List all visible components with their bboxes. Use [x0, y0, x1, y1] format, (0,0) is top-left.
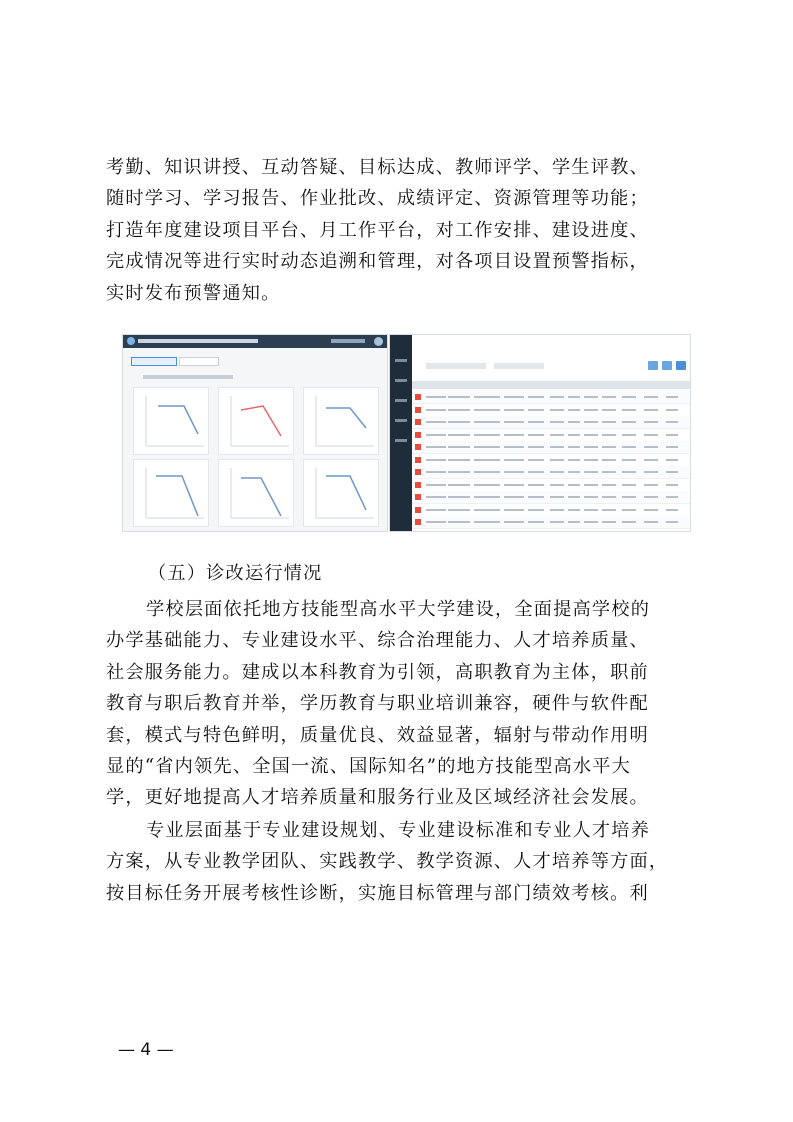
table-cell	[448, 459, 470, 461]
paragraph-line: 学，更好地提高人才培养质量和服务行业及区域经济社会发展。	[106, 787, 649, 809]
table-cell	[602, 521, 616, 523]
table-cell	[448, 434, 470, 436]
sidebar-item	[395, 419, 407, 422]
table-row	[412, 391, 690, 404]
sub-tabs	[143, 375, 233, 379]
table-row	[412, 491, 690, 504]
paragraph-line: 专业层面基于专业建设规划、专业建设标准和专业人才培养	[146, 820, 651, 841]
table-cell	[528, 459, 544, 461]
table-cell	[644, 459, 658, 461]
paragraph-line: 方案，从专业教学团队、实践教学、教学资源、人才培养等方面，	[106, 851, 669, 873]
table-header	[412, 381, 690, 389]
paragraph-line: 考勤、知识讲授、互动答疑、目标达成、教师评学、学生评教、	[106, 157, 649, 178]
table-cell	[602, 396, 616, 398]
table-cell	[568, 459, 580, 461]
table-cell	[550, 396, 564, 398]
table-cell	[550, 459, 564, 461]
table-cell	[644, 484, 658, 486]
sidebar-item	[395, 439, 407, 442]
table-cell	[602, 434, 616, 436]
chart-panel	[133, 387, 209, 455]
paragraph-line: 按目标任务开展考核性诊断，实施目标管理与部门绩效考核。利	[106, 882, 649, 904]
table-cell	[644, 446, 658, 448]
table-cell	[568, 496, 580, 498]
paragraph-line: 办学基础能力、专业建设水平、综合治理能力、人才培养质量、	[106, 630, 649, 652]
table-cell	[474, 509, 500, 511]
paragraph-line: 随时学习、学习报告、作业批改、成绩评定、资源管理等功能；	[106, 188, 649, 210]
table-cell	[644, 509, 658, 511]
table-cell	[474, 484, 500, 486]
paragraph-line: 教育与职后教育并举，学历教育与职业培训兼容，硬件与软件配	[106, 693, 649, 715]
table-cell	[584, 396, 598, 398]
table-cell	[622, 521, 636, 523]
table-cell	[474, 421, 500, 423]
table-cell	[584, 496, 598, 498]
paragraph-line: 实时发布预警通知。	[106, 282, 281, 304]
table-cell	[550, 496, 564, 498]
reset-button	[662, 361, 672, 370]
school-logo-icon	[127, 337, 135, 345]
table-cell	[474, 459, 500, 461]
table-cell	[448, 509, 470, 511]
table-cell	[448, 396, 470, 398]
tab	[179, 357, 219, 366]
avatar	[374, 337, 383, 346]
table-cell	[528, 421, 544, 423]
table-row	[412, 504, 690, 517]
table-cell	[504, 434, 524, 436]
line-chart-thumbnail	[134, 388, 208, 454]
table-row	[412, 516, 690, 529]
row-status-icon	[415, 407, 421, 413]
paragraph-3	[106, 815, 702, 909]
table-cell	[666, 471, 678, 473]
line-chart-thumbnail	[304, 460, 378, 526]
table-cell	[426, 434, 446, 436]
row-status-icon	[415, 444, 421, 450]
paragraph-line: 完成情况等进行实时动态追溯和管理，对各项目设置预警指标，	[106, 251, 649, 273]
chart-panel	[303, 387, 379, 455]
table-cell	[448, 496, 470, 498]
table-cell	[622, 421, 636, 423]
table-cell	[602, 446, 616, 448]
table-cell	[568, 446, 580, 448]
table-cell	[528, 484, 544, 486]
table-cell	[602, 471, 616, 473]
line-chart-thumbnail	[134, 460, 208, 526]
table-cell	[644, 396, 658, 398]
row-status-icon	[415, 482, 421, 488]
table-cell	[666, 484, 678, 486]
table-cell	[426, 409, 446, 411]
paragraph-line: 学校层面依托地方技能型高水平大学建设，全面提高学校的	[146, 599, 651, 620]
project-table-screenshot	[389, 334, 691, 532]
table-cell	[584, 446, 598, 448]
table-cell	[584, 509, 598, 511]
table-cell	[426, 471, 446, 473]
table-cell	[584, 521, 598, 523]
table-cell	[448, 421, 470, 423]
table-cell	[474, 521, 500, 523]
table-cell	[584, 434, 598, 436]
table-cell	[504, 509, 524, 511]
row-status-icon	[415, 419, 421, 425]
table-row	[412, 479, 690, 492]
chart-panel	[303, 459, 379, 527]
table-cell	[550, 421, 564, 423]
table-cell	[504, 446, 524, 448]
table-cell	[426, 484, 446, 486]
table-cell	[666, 434, 678, 436]
table-cell	[448, 521, 470, 523]
chart-panel	[218, 387, 294, 455]
table-cell	[504, 521, 524, 523]
table-cell	[504, 459, 524, 461]
table-cell	[584, 471, 598, 473]
table-cell	[426, 509, 446, 511]
table-cell	[602, 496, 616, 498]
table-cell	[584, 484, 598, 486]
table-cell	[568, 509, 580, 511]
table-cell	[528, 434, 544, 436]
tab-active	[131, 357, 177, 366]
table-cell	[550, 434, 564, 436]
table-cell	[644, 409, 658, 411]
table-cell	[666, 496, 678, 498]
table-cell	[504, 471, 524, 473]
table-cell	[568, 409, 580, 411]
table-cell	[602, 421, 616, 423]
header-icons	[331, 339, 365, 343]
table-cell	[602, 484, 616, 486]
table-cell	[568, 421, 580, 423]
table-row	[412, 441, 690, 454]
table-cell	[426, 496, 446, 498]
table-cell	[644, 496, 658, 498]
table-cell	[474, 409, 500, 411]
table-cell	[644, 521, 658, 523]
filter-select	[494, 363, 544, 369]
app-sidebar	[390, 335, 412, 531]
chart-panel	[133, 459, 209, 527]
filter-input	[426, 363, 486, 369]
table-cell	[426, 421, 446, 423]
table-cell	[602, 409, 616, 411]
paragraph-2	[106, 594, 702, 814]
table-cell	[622, 459, 636, 461]
screenshot-tabs	[131, 357, 379, 365]
table-cell	[504, 396, 524, 398]
table-cell	[528, 521, 544, 523]
table-cell	[666, 409, 678, 411]
table-cell	[550, 446, 564, 448]
app-title-placeholder	[138, 339, 258, 343]
table-cell	[528, 409, 544, 411]
table-cell	[622, 396, 636, 398]
table-cell	[644, 434, 658, 436]
table-cell	[602, 459, 616, 461]
table-cell	[550, 521, 564, 523]
table-cell	[568, 484, 580, 486]
filter-button	[648, 361, 658, 370]
table-cell	[622, 484, 636, 486]
row-status-icon	[415, 457, 421, 463]
table-cell	[504, 421, 524, 423]
table-cell	[568, 521, 580, 523]
row-status-icon	[415, 469, 421, 475]
table-cell	[584, 459, 598, 461]
table-row	[412, 429, 690, 442]
table-cell	[666, 446, 678, 448]
table-cell	[448, 409, 470, 411]
table-cell	[550, 484, 564, 486]
table-cell	[504, 409, 524, 411]
table-cell	[474, 396, 500, 398]
add-button	[676, 361, 686, 370]
table-cell	[622, 509, 636, 511]
table-row	[412, 404, 690, 417]
table-cell	[550, 509, 564, 511]
section-heading: （五）诊改运行情况	[148, 563, 323, 584]
row-status-icon	[415, 519, 421, 525]
page-number: — 4 —	[118, 1040, 174, 1060]
table-cell	[666, 521, 678, 523]
line-chart-thumbnail	[219, 388, 293, 454]
table-row	[412, 416, 690, 429]
table-cell	[622, 446, 636, 448]
table-cell	[622, 496, 636, 498]
table-cell	[448, 471, 470, 473]
table-cell	[666, 396, 678, 398]
table-cell	[528, 471, 544, 473]
table-cell	[666, 459, 678, 461]
table-cell	[426, 396, 446, 398]
table-cell	[550, 471, 564, 473]
table-cell	[474, 434, 500, 436]
paragraph-1	[106, 152, 702, 309]
table-cell	[644, 471, 658, 473]
paragraph-line: 打造年度建设项目平台、月工作平台，对工作安排、建设进度、	[106, 219, 649, 241]
table-cell	[550, 409, 564, 411]
paragraph-line: 显的“省内领先、全国一流、国际知名”的地方技能型高水平大	[106, 755, 632, 777]
line-chart-thumbnail	[304, 388, 378, 454]
table-cell	[448, 446, 470, 448]
table-cell	[426, 446, 446, 448]
row-status-icon	[415, 432, 421, 438]
line-chart-thumbnail	[219, 460, 293, 526]
table-cell	[666, 509, 678, 511]
table-cell	[474, 496, 500, 498]
table-cell	[666, 421, 678, 423]
table-cell	[504, 496, 524, 498]
sidebar-item	[395, 399, 407, 402]
table-cell	[568, 471, 580, 473]
row-status-icon	[415, 394, 421, 400]
table-cell	[528, 509, 544, 511]
table-cell	[426, 459, 446, 461]
table-cell	[474, 446, 500, 448]
table-cell	[568, 434, 580, 436]
table-cell	[448, 484, 470, 486]
table-cell	[584, 421, 598, 423]
table-cell	[622, 471, 636, 473]
table-cell	[504, 484, 524, 486]
table-cell	[474, 471, 500, 473]
table-cell	[622, 434, 636, 436]
sidebar-item	[395, 359, 407, 362]
table-cell	[644, 421, 658, 423]
table-row	[412, 454, 690, 467]
dashboard-screenshot	[122, 334, 388, 532]
table-cell	[528, 446, 544, 448]
row-status-icon	[415, 494, 421, 500]
sidebar-item	[395, 379, 407, 382]
table-cell	[528, 396, 544, 398]
table-cell	[584, 409, 598, 411]
chart-panel	[218, 459, 294, 527]
table-cell	[426, 521, 446, 523]
row-status-icon	[415, 507, 421, 513]
paragraph-line: 社会服务能力。建成以本科教育为引领，高职教育为主体，职前	[106, 661, 649, 683]
table-cell	[622, 409, 636, 411]
table-cell	[568, 396, 580, 398]
table-row	[412, 466, 690, 479]
app-header	[123, 335, 387, 348]
table-cell	[528, 496, 544, 498]
table-cell	[602, 509, 616, 511]
paragraph-line: 套，模式与特色鲜明，质量优良、效益显著，辐射与带动作用明	[106, 724, 649, 746]
